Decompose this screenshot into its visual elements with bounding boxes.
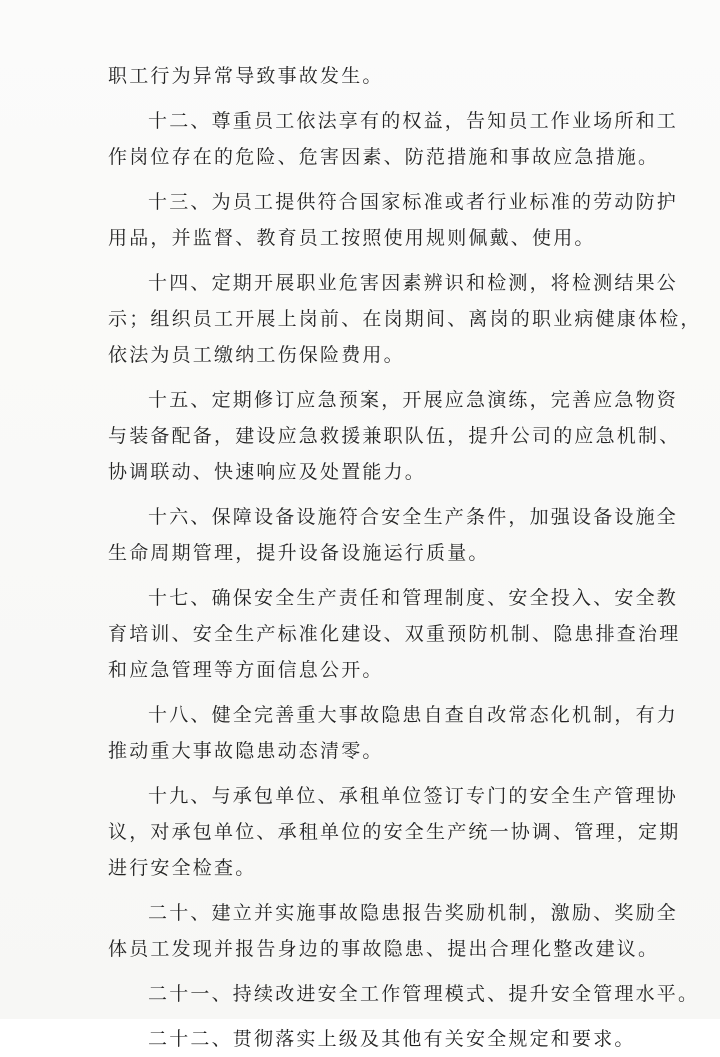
text-line: 协调联动、快速响应及处置能力。 [108,461,427,483]
text-line: 体员工发现并报告身边的事故隐患、提出合理化整改建议。 [108,938,660,960]
text-line: 十三、为员工提供符合国家标准或者行业标准的劳动防护 [148,191,679,213]
text-line: 示；组织员工开展上岗前、在岗期间、离岗的职业病健康体检， [108,308,702,330]
text-line: 育培训、安全生产标准化建设、双重预防机制、隐患排查治理 [108,623,681,645]
text-line: 二十二、贯彻落实上级及其他有关安全规定和要求。 [148,1028,636,1050]
paragraph-item-22 [108,1021,636,1057]
text-line: 十六、保障设备设施符合安全生产条件，加强设备设施全 [148,506,679,528]
document-body [108,58,702,1057]
paragraph-item-12 [108,103,679,175]
text-line: 职工行为异常导致事故发生。 [108,65,384,87]
text-line: 推动重大事故隐患动态清零。 [108,740,384,762]
text-line: 生命周期管理，提升设备设施运行质量。 [108,542,490,564]
text-line: 作岗位存在的危险、危害因素、防范措施和事故应急措施。 [108,146,660,168]
text-line: 十二、尊重员工依法享有的权益，告知员工作业场所和工 [148,110,679,132]
text-line: 二十一、持续改进安全工作管理模式、提升安全管理水平。 [148,983,700,1005]
text-line: 依法为员工缴纳工伤保险费用。 [108,344,405,366]
text-line: 用品，并监督、教育员工按照使用规则佩戴、使用。 [108,227,596,249]
paragraph-item-18 [108,697,679,769]
paragraph-item-20 [108,895,679,967]
paragraph-item-16 [108,499,679,571]
text-line: 十八、健全完善重大事故隐患自查自改常态化机制，有力 [148,704,679,726]
text-line: 十七、确保安全生产责任和管理制度、安全投入、安全教 [148,587,679,609]
paragraph-item-13 [108,184,679,256]
text-line: 十九、与承包单位、承租单位签订专门的安全生产管理协 [148,785,679,807]
paragraph-item-17 [108,580,681,688]
text-line: 十四、定期开展职业危害因素辨识和检测，将检测结果公 [148,272,679,294]
text-line: 进行安全检查。 [108,857,257,879]
paragraph-item-19 [108,778,681,886]
paragraph-continuation [108,58,628,94]
text-line: 议，对承包单位、承租单位的安全生产统一协调、管理，定期 [108,821,681,843]
paragraph-item-21 [108,976,700,1012]
text-line: 十五、定期修订应急预案，开展应急演练，完善应急物资 [148,389,679,411]
paragraph-item-14 [108,265,702,373]
paragraph-item-15 [108,382,681,490]
text-line: 与装备配备，建设应急救援兼职队伍，提升公司的应急机制、 [108,425,681,447]
text-line: 和应急管理等方面信息公开。 [108,659,384,681]
text-line: 二十、建立并实施事故隐患报告奖励机制，激励、奖励全 [148,902,679,924]
